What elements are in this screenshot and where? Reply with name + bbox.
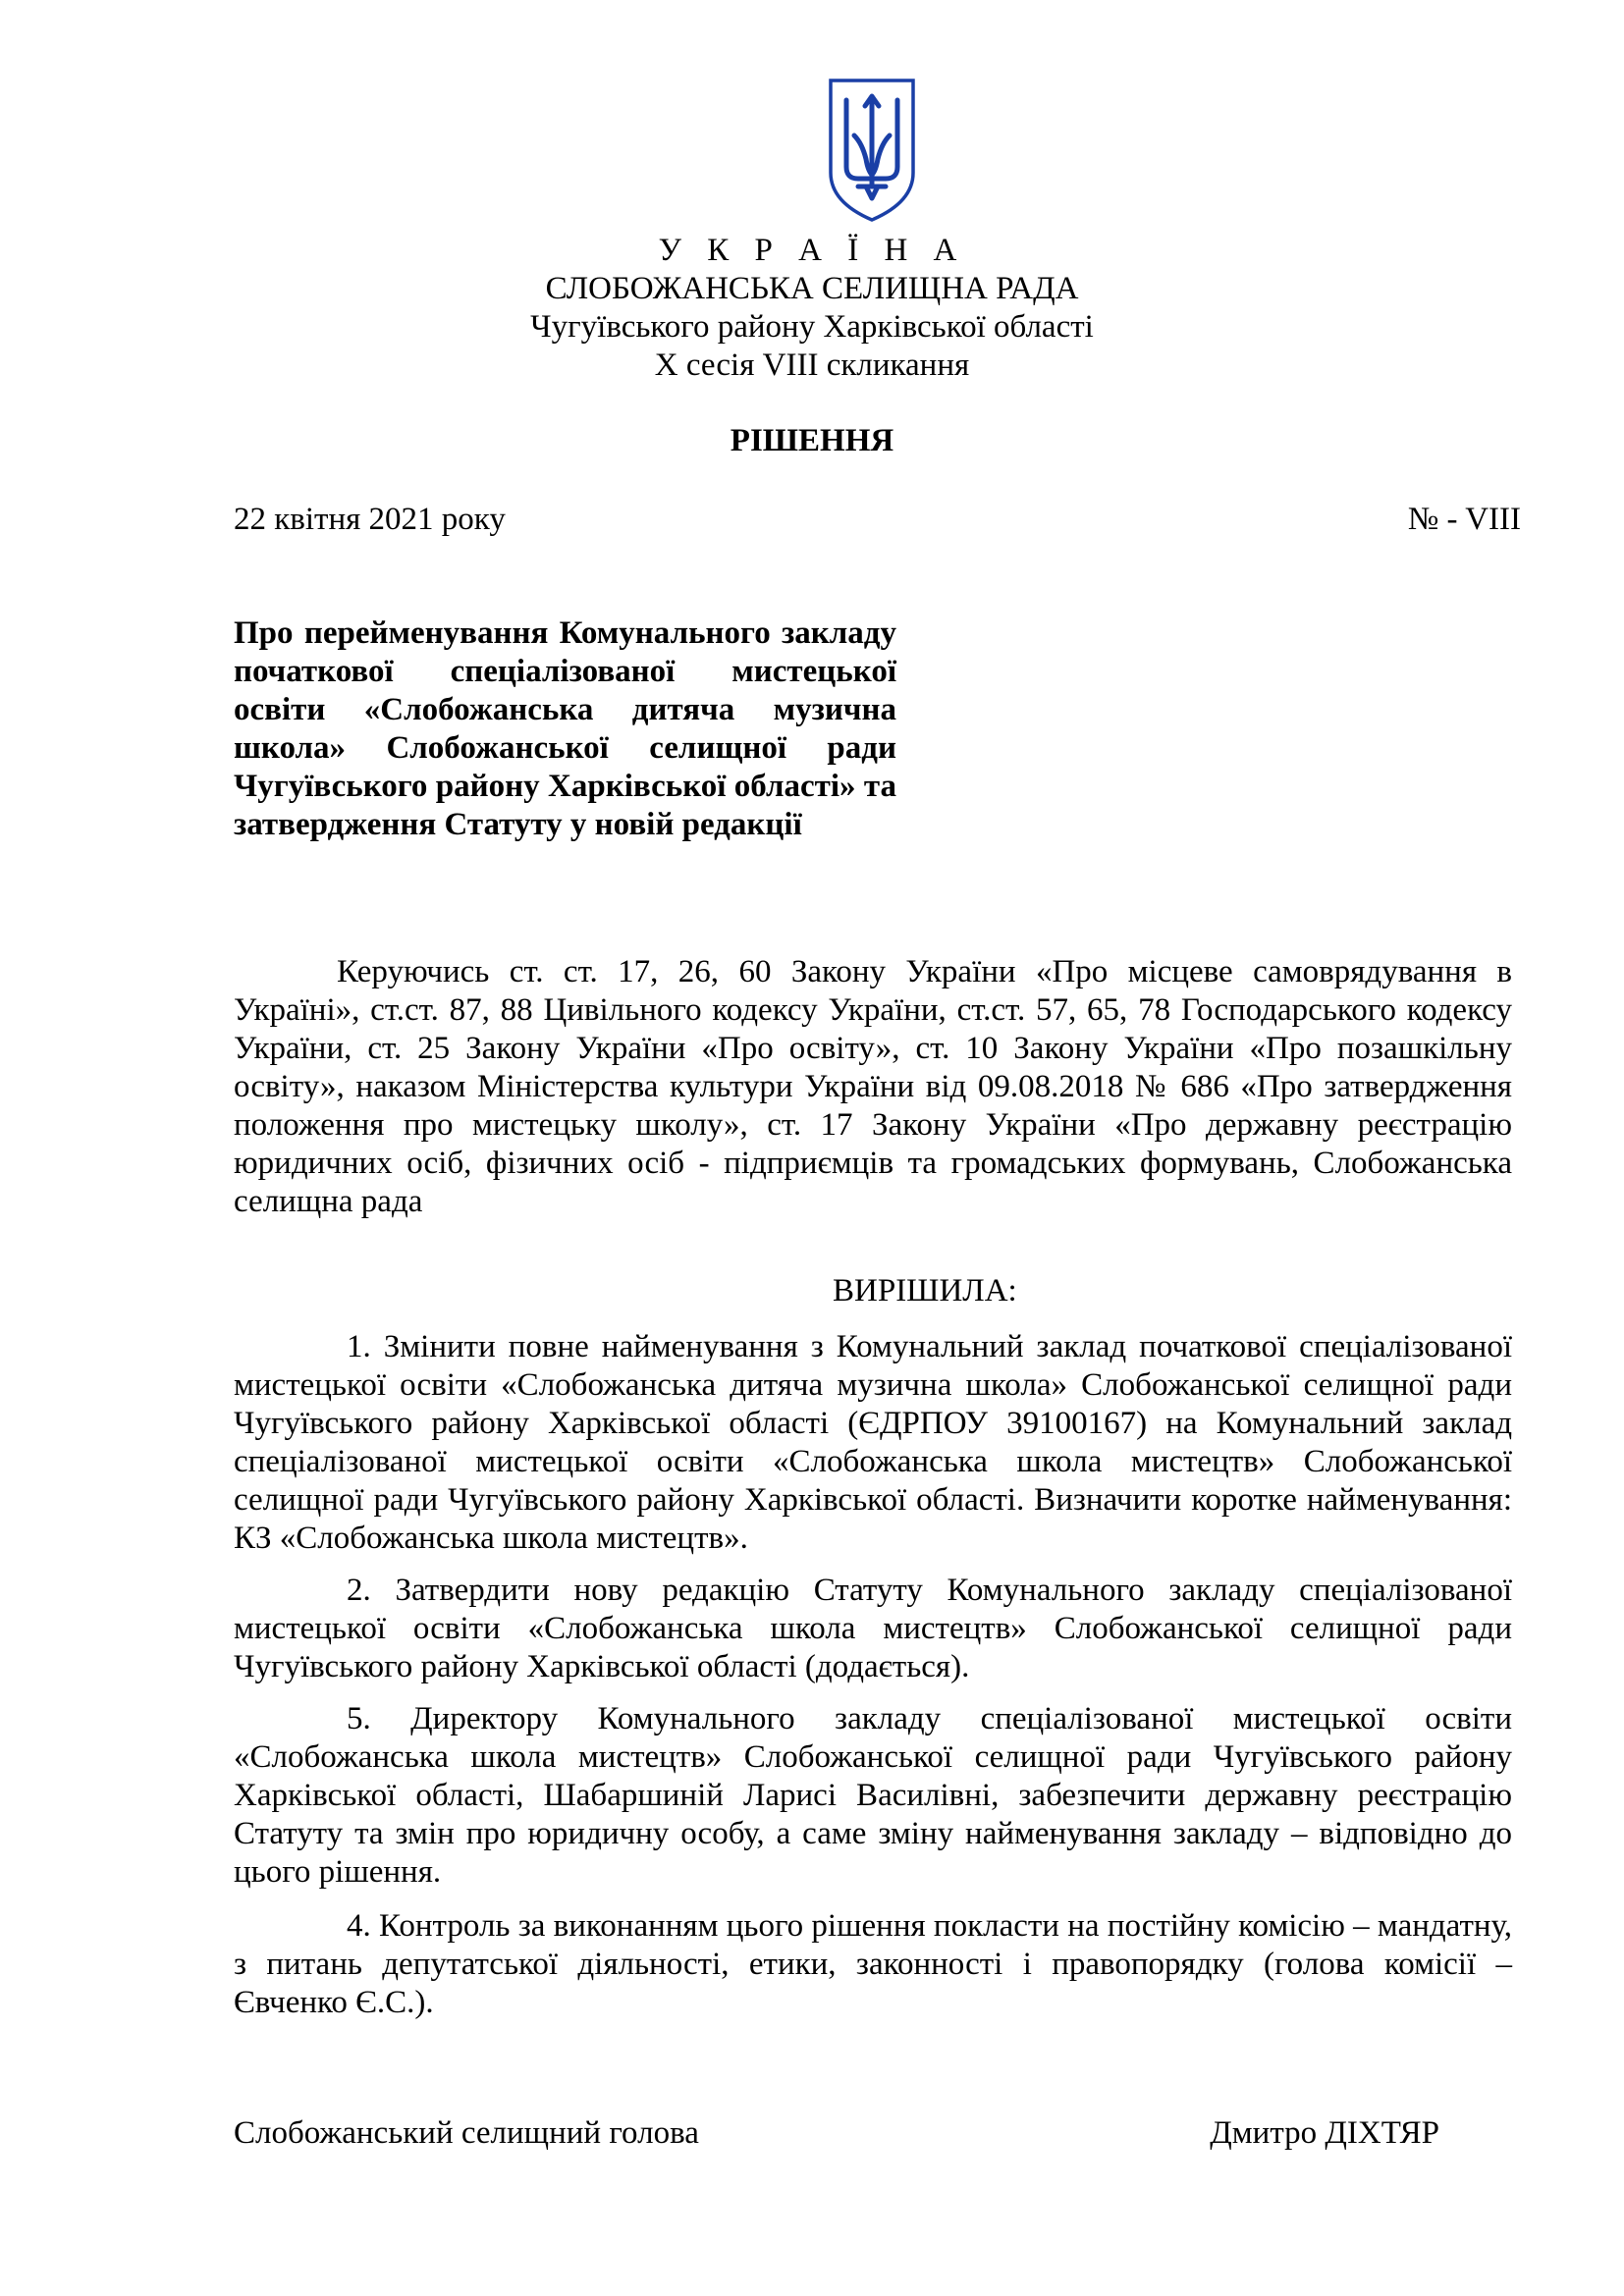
document-type-title: РІШЕННЯ [730, 423, 894, 458]
decision-point-1: 1. Змінити повне найменування з Комунальний заклад початкової спеціалізованої мистецької освіти «Слобожанська дитяча музична школа» Слобожанської селищної ради Чугуївського району Харківської області (ЄДРПОУ 39100167) на Комунальний заклад спеціалізованої мистецької освіти «Слобожанська школа мистецтв» Слобожанської селищної ради Чугуївського району Харківської області. Визначити коротке найменування: КЗ «Слобожанська школа мистецтв». [234, 1329, 1512, 1556]
district-line: Чугуївського району Харківської області [530, 309, 1094, 345]
decision-point-3: 5. Директору Комунального закладу спеціалізованої мистецької освіти «Слобожанська школа мистецтв» Слобожанської селищної ради Чугуївського району Харківської області, Шабаршиній Ларисі Василівні, забезпечити державну реєстрацію Статуту та змін про юридичну особу, а саме зміну найменування закладу – відповідно до цього рішення. [234, 1701, 1512, 1890]
decided-heading: ВИРІШИЛА: [833, 1273, 1017, 1308]
preamble-paragraph: Керуючись ст. ст. 17, 26, 60 Закону України «Про місцеве самоврядування в Україні», ст.ст. 87, 88 Цивільного кодексу України, ст.ст. 57, 65, 78 Господарського кодексу України, ст. 25 Закону України «Про освіту», ст. 10 Закону України «Про позашкільну освіту», наказом Міністерства культури України від 09.08.2018 № 686 «Про затвердження положення про мистецьку школу», ст. 17 Закону України «Про державну реєстрацію юридичних осіб, фізичних осіб - підприємців та громадських формувань, Слобожанська селищна рада [234, 954, 1512, 1219]
document-number: № - VIII [1407, 502, 1521, 537]
document-subject: Про перейменування Комунального закладу початкової спеціалізованої мистецької освіти «Слобожанська дитяча музична школа» Слобожанської селищної ради Чугуївського району Харківської області» та затвердження Статуту у новій редакції [234, 615, 896, 842]
signature-position: Слобожанський селищний голова [234, 2115, 699, 2151]
decision-point-4: 4. Контроль за виконанням цього рішення покласти на постійну комісію – мандатну, з питань депутатської діяльності, етики, законності і правопорядку (голова комісії – Євченко Є.С.). [234, 1908, 1512, 2020]
council-title: СЛОБОЖАНСЬКА СЕЛИЩНА РАДА [545, 271, 1079, 306]
coat-of-arms-emblem [825, 77, 919, 224]
document-date: 22 квітня 2021 року [234, 502, 506, 537]
session-line: Х сесія VIII скликання [654, 347, 970, 383]
country-title: У К Р А Ї Н А [658, 233, 966, 268]
decision-point-2: 2. Затвердити нову редакцію Статуту Комунального закладу спеціалізованої мистецької освіти «Слобожанська школа мистецтв» Слобожанської селищної ради Чугуївського району Харківської області (додається). [234, 1573, 1512, 1684]
signature-name: Дмитро ДІХТЯР [1210, 2115, 1439, 2151]
